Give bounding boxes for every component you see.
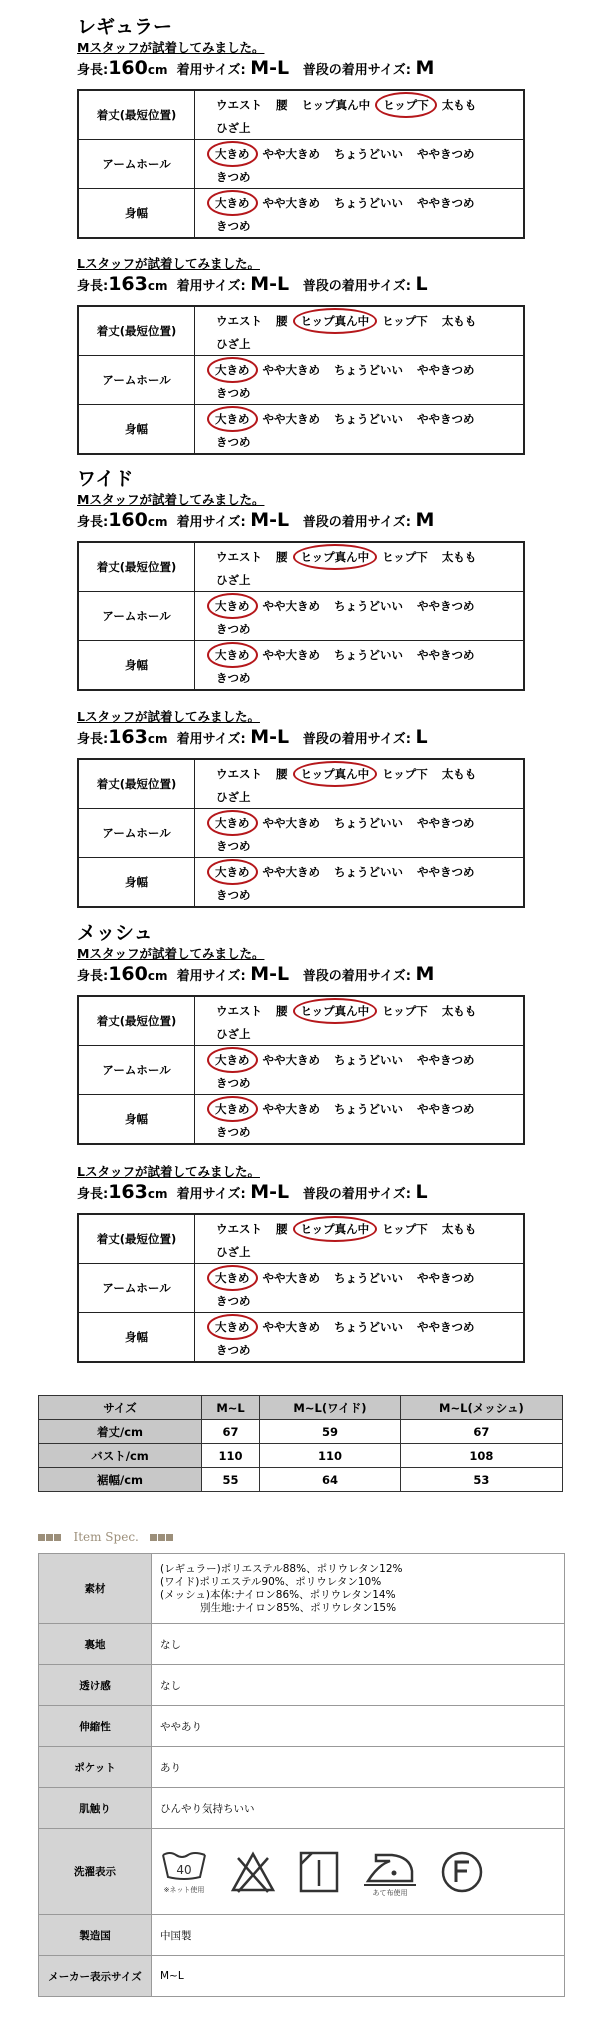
option: きつめ xyxy=(216,170,251,184)
selected-option: 大きめ xyxy=(207,642,258,668)
usual-value: M xyxy=(415,509,435,531)
option: やや大きめ xyxy=(262,1102,320,1116)
table-row xyxy=(39,1444,563,1468)
spec-value: ひんやり気持ちいい xyxy=(152,1788,565,1829)
fit-options xyxy=(195,90,525,140)
table-row xyxy=(78,759,524,809)
option: 腰 xyxy=(276,550,288,564)
fit-row-label: 身幅 xyxy=(78,1095,195,1145)
height-value: 163 xyxy=(108,273,148,295)
wear-value: M-L xyxy=(250,273,290,295)
fit-row-label: 着丈(最短位置) xyxy=(78,90,195,140)
wear-value: M-L xyxy=(250,726,290,748)
unit: cm xyxy=(147,1187,168,1201)
option: きつめ xyxy=(216,671,251,685)
selected-option: 大きめ xyxy=(207,1314,258,1340)
selected-option: 大きめ xyxy=(207,1096,258,1122)
usual-value: L xyxy=(415,273,428,295)
option: 太もも xyxy=(441,1222,477,1236)
fit-options xyxy=(195,1046,525,1095)
fit-table xyxy=(77,541,525,691)
option: やや大きめ xyxy=(262,196,320,210)
option: ちょうどいい xyxy=(334,1320,403,1334)
measurement-line xyxy=(77,273,428,295)
size-cell: 55 xyxy=(202,1468,260,1492)
option: やや大きめ xyxy=(262,816,320,830)
option: ちょうどいい xyxy=(334,147,403,161)
material-line: (メッシュ)本体:ナイロン86%、ポリウレタン14% xyxy=(160,1588,396,1601)
fit-options xyxy=(195,809,525,858)
selected-option: ヒップ真ん中 xyxy=(293,761,378,787)
selected-option: 大きめ xyxy=(207,593,258,619)
option: ひざ上 xyxy=(216,337,251,351)
table-row xyxy=(39,1554,565,1624)
table-row xyxy=(39,1788,565,1829)
spec-value: ややあり xyxy=(152,1706,565,1747)
fit-options xyxy=(195,542,525,592)
option: きつめ xyxy=(216,1125,251,1139)
option: ウエスト xyxy=(216,1004,262,1018)
selected-option: ヒップ真ん中 xyxy=(293,1216,378,1242)
height-value: 160 xyxy=(108,509,148,531)
table-row xyxy=(39,1829,565,1915)
option: ややきつめ xyxy=(417,648,475,662)
spec-key: 裏地 xyxy=(39,1624,152,1665)
material-line: (ワイド)ポリエステル90%、ポリウレタン10% xyxy=(160,1575,382,1588)
option: やや大きめ xyxy=(262,147,320,161)
section-title-wide: ワイド xyxy=(77,468,134,490)
option: ひざ上 xyxy=(216,790,251,804)
option: やや大きめ xyxy=(262,363,320,377)
fit-options xyxy=(195,1313,525,1363)
wear-value: M-L xyxy=(250,963,290,985)
fit-options xyxy=(195,1214,525,1264)
fit-options xyxy=(195,641,525,691)
spec-key: 肌触り xyxy=(39,1788,152,1829)
option: きつめ xyxy=(216,1343,251,1357)
material-line: (レギュラー)ポリエステル88%、ポリウレタン12% xyxy=(160,1562,403,1575)
table-row xyxy=(78,996,524,1046)
fit-options xyxy=(195,1095,525,1145)
option: ウエスト xyxy=(216,98,262,112)
table-row xyxy=(78,90,524,140)
option: ちょうどいい xyxy=(334,1053,403,1067)
selected-option: 大きめ xyxy=(207,190,258,216)
table-row xyxy=(78,592,524,641)
table-row xyxy=(78,140,524,189)
fit-row-label: アームホール xyxy=(78,1264,195,1313)
unit: cm xyxy=(147,515,168,529)
selected-option: ヒップ下 xyxy=(375,92,437,118)
table-row xyxy=(78,1214,524,1264)
material-line: 別生地:ナイロン85%、ポリウレタン15% xyxy=(200,1601,397,1614)
table-row xyxy=(39,1665,565,1706)
option: ヒップ真ん中 xyxy=(301,98,371,112)
selected-option: 大きめ xyxy=(207,1047,258,1073)
fit-row-label: 着丈(最短位置) xyxy=(78,306,195,356)
fit-row-label: 身幅 xyxy=(78,405,195,455)
spec-key: 洗濯表示 xyxy=(39,1829,152,1915)
measurement-line xyxy=(77,509,434,531)
option: ヒップ下 xyxy=(382,767,428,781)
spec-value: 中国製 xyxy=(152,1915,565,1956)
selected-option: ヒップ真ん中 xyxy=(293,998,378,1024)
option: 太もも xyxy=(441,314,477,328)
wear-value: M-L xyxy=(250,509,290,531)
size-row-label: バスト/cm xyxy=(39,1444,202,1468)
table-row xyxy=(78,1313,524,1363)
fit-row-label: アームホール xyxy=(78,140,195,189)
table-row xyxy=(78,1095,524,1145)
option: ヒップ下 xyxy=(382,314,428,328)
wash-temp: 40 xyxy=(176,1862,192,1877)
spec-value: あり xyxy=(152,1747,565,1788)
spec-key: 透け感 xyxy=(39,1665,152,1706)
table-row xyxy=(78,306,524,356)
wear-label: 着用サイズ: xyxy=(176,63,246,78)
height-label: 身長: xyxy=(77,63,109,78)
selected-option: ヒップ真ん中 xyxy=(293,544,378,570)
staff-caption: Mスタッフが試着してみました。 xyxy=(77,40,265,55)
fit-row-label: 身幅 xyxy=(78,1313,195,1363)
no-bleach-icon xyxy=(230,1850,276,1894)
option: 太もも xyxy=(441,1004,477,1018)
fit-options xyxy=(195,405,525,455)
selected-option: 大きめ xyxy=(207,357,258,383)
option: 腰 xyxy=(276,314,288,328)
measurement-line xyxy=(77,963,434,985)
selected-option: ヒップ真ん中 xyxy=(293,308,378,334)
height-value: 163 xyxy=(108,726,148,748)
option: ややきつめ xyxy=(417,865,475,879)
option: ウエスト xyxy=(216,1222,262,1236)
option: やや大きめ xyxy=(262,1271,320,1285)
option: 腰 xyxy=(276,1004,288,1018)
unit: cm xyxy=(147,63,168,77)
option: ややきつめ xyxy=(417,1102,475,1116)
option: やや大きめ xyxy=(262,1053,320,1067)
size-header-cell: M~L(メッシュ) xyxy=(400,1396,562,1420)
option: 腰 xyxy=(276,1222,288,1236)
usual-value: L xyxy=(415,1181,428,1203)
table-row xyxy=(78,542,524,592)
height-value: 160 xyxy=(108,963,148,985)
fit-options xyxy=(195,858,525,908)
height-label: 身長: xyxy=(77,732,109,747)
option: ややきつめ xyxy=(417,1053,475,1067)
option: ややきつめ xyxy=(417,412,475,426)
size-header-cell: M~L(ワイド) xyxy=(260,1396,401,1420)
table-row xyxy=(39,1956,565,1997)
spec-key: 伸縮性 xyxy=(39,1706,152,1747)
fit-options xyxy=(195,306,525,356)
height-label: 身長: xyxy=(77,1187,109,1202)
staff-caption: Lスタッフが試着してみました。 xyxy=(77,256,260,271)
size-cell: 110 xyxy=(260,1444,401,1468)
option: きつめ xyxy=(216,1076,251,1090)
spec-value: なし xyxy=(152,1624,565,1665)
table-row xyxy=(78,1046,524,1095)
usual-label: 普段の着用サイズ: xyxy=(302,63,411,78)
height-label: 身長: xyxy=(77,515,109,530)
table-row xyxy=(78,641,524,691)
option: ひざ上 xyxy=(216,1027,251,1041)
option: やや大きめ xyxy=(262,412,320,426)
size-cell: 53 xyxy=(400,1468,562,1492)
usual-value: M xyxy=(415,963,435,985)
option: ややきつめ xyxy=(417,1320,475,1334)
option: ひざ上 xyxy=(216,573,251,587)
fit-table xyxy=(77,89,525,239)
spec-key: メーカー表示サイズ xyxy=(39,1956,152,1997)
option: ウエスト xyxy=(216,550,262,564)
spec-value: M~L xyxy=(152,1956,565,1997)
option: 腰 xyxy=(276,98,288,112)
item-spec-label: Item Spec. xyxy=(73,1530,139,1544)
fit-options xyxy=(195,140,525,189)
usual-label: 普段の着用サイズ: xyxy=(302,969,411,984)
option: きつめ xyxy=(216,1294,251,1308)
option: ヒップ下 xyxy=(382,1222,428,1236)
size-cell: 67 xyxy=(202,1420,260,1444)
option: ちょうどいい xyxy=(334,363,403,377)
care-symbols xyxy=(152,1829,565,1915)
fit-table xyxy=(77,995,525,1145)
option: ややきつめ xyxy=(417,363,475,377)
wear-label: 着用サイズ: xyxy=(176,732,246,747)
height-value: 160 xyxy=(108,57,148,79)
unit: cm xyxy=(147,969,168,983)
option: やや大きめ xyxy=(262,865,320,879)
option: ウエスト xyxy=(216,314,262,328)
iron-cloth-icon xyxy=(362,1847,418,1897)
option: ひざ上 xyxy=(216,121,251,135)
option: ひざ上 xyxy=(216,1245,251,1259)
iron-note: あて布使用 xyxy=(372,1888,408,1897)
option: ちょうどいい xyxy=(334,599,403,613)
staff-caption: Lスタッフが試着してみました。 xyxy=(77,709,260,724)
wash-40-icon xyxy=(160,1847,208,1897)
option: ヒップ下 xyxy=(382,550,428,564)
option: 太もも xyxy=(441,98,477,112)
fit-table xyxy=(77,305,525,455)
usual-label: 普段の着用サイズ: xyxy=(302,1187,411,1202)
size-table-header xyxy=(39,1396,563,1420)
fit-options xyxy=(195,1264,525,1313)
unit: cm xyxy=(147,732,168,746)
dry-clean-f-icon xyxy=(440,1850,484,1894)
usual-label: 普段の着用サイズ: xyxy=(302,515,411,530)
table-row xyxy=(39,1706,565,1747)
selected-option: 大きめ xyxy=(207,141,258,167)
table-row xyxy=(39,1468,563,1492)
spec-key: 製造国 xyxy=(39,1915,152,1956)
fit-row-label: 着丈(最短位置) xyxy=(78,1214,195,1264)
table-row xyxy=(78,809,524,858)
spec-value: なし xyxy=(152,1665,565,1706)
fit-table xyxy=(77,758,525,908)
option: きつめ xyxy=(216,219,251,233)
usual-label: 普段の着用サイズ: xyxy=(302,279,411,294)
option: ちょうどいい xyxy=(334,196,403,210)
fit-row-label: 身幅 xyxy=(78,641,195,691)
size-cell: 110 xyxy=(202,1444,260,1468)
option: ちょうどいい xyxy=(334,648,403,662)
size-header-cell: サイズ xyxy=(39,1396,202,1420)
staff-caption: Mスタッフが試着してみました。 xyxy=(77,492,265,507)
fit-row-label: 着丈(最短位置) xyxy=(78,996,195,1046)
option: ややきつめ xyxy=(417,147,475,161)
wear-label: 着用サイズ: xyxy=(176,515,246,530)
staff-caption: Mスタッフが試着してみました。 xyxy=(77,946,265,961)
net-note: ※ネット使用 xyxy=(163,1885,205,1894)
item-spec-title xyxy=(38,1530,174,1544)
option: やや大きめ xyxy=(262,1320,320,1334)
option: きつめ xyxy=(216,435,251,449)
measurement-line xyxy=(77,726,428,748)
table-row xyxy=(39,1915,565,1956)
unit: cm xyxy=(147,279,168,293)
option: きつめ xyxy=(216,839,251,853)
fit-row-label: 着丈(最短位置) xyxy=(78,759,195,809)
option: ややきつめ xyxy=(417,816,475,830)
height-value: 163 xyxy=(108,1181,148,1203)
size-cell: 59 xyxy=(260,1420,401,1444)
item-spec-table xyxy=(38,1553,565,1997)
fit-row-label: アームホール xyxy=(78,1046,195,1095)
wear-value: M-L xyxy=(250,1181,290,1203)
option: 腰 xyxy=(276,767,288,781)
fit-options xyxy=(195,759,525,809)
height-label: 身長: xyxy=(77,279,109,294)
height-label: 身長: xyxy=(77,969,109,984)
table-row xyxy=(39,1747,565,1788)
wear-value: M-L xyxy=(250,57,290,79)
measurement-line xyxy=(77,57,434,79)
fit-row-label: アームホール xyxy=(78,356,195,405)
selected-option: 大きめ xyxy=(207,859,258,885)
size-cell: 108 xyxy=(400,1444,562,1468)
fit-row-label: 身幅 xyxy=(78,858,195,908)
option: ちょうどいい xyxy=(334,1271,403,1285)
table-row xyxy=(78,1264,524,1313)
section-title-mesh: メッシュ xyxy=(77,922,153,944)
staff-caption: Lスタッフが試着してみました。 xyxy=(77,1164,260,1179)
size-row-label: 裾幅/cm xyxy=(39,1468,202,1492)
option: 太もも xyxy=(441,550,477,564)
option: やや大きめ xyxy=(262,599,320,613)
fit-row-label: 着丈(最短位置) xyxy=(78,542,195,592)
option: きつめ xyxy=(216,386,251,400)
option: ややきつめ xyxy=(417,1271,475,1285)
table-row xyxy=(78,405,524,455)
size-cell: 64 xyxy=(260,1468,401,1492)
table-row xyxy=(78,189,524,239)
size-row-label: 着丈/cm xyxy=(39,1420,202,1444)
selected-option: 大きめ xyxy=(207,406,258,432)
wear-label: 着用サイズ: xyxy=(176,1187,246,1202)
fit-row-label: アームホール xyxy=(78,809,195,858)
measurement-line xyxy=(77,1181,428,1203)
spec-material xyxy=(152,1554,565,1624)
option: ヒップ下 xyxy=(382,1004,428,1018)
fit-options xyxy=(195,592,525,641)
fit-row-label: アームホール xyxy=(78,592,195,641)
table-row xyxy=(78,858,524,908)
fit-options xyxy=(195,996,525,1046)
hang-dry-shade-icon xyxy=(298,1850,340,1894)
section-title-regular: レギュラー xyxy=(77,16,173,38)
option: ややきつめ xyxy=(417,599,475,613)
selected-option: 大きめ xyxy=(207,810,258,836)
option: ちょうどいい xyxy=(334,865,403,879)
usual-value: L xyxy=(415,726,428,748)
size-table xyxy=(38,1395,563,1492)
option: やや大きめ xyxy=(262,648,320,662)
selected-option: 大きめ xyxy=(207,1265,258,1291)
option: ややきつめ xyxy=(417,196,475,210)
option: ウエスト xyxy=(216,767,262,781)
size-cell: 67 xyxy=(400,1420,562,1444)
fit-row-label: 身幅 xyxy=(78,189,195,239)
option: 太もも xyxy=(441,767,477,781)
wear-label: 着用サイズ: xyxy=(176,969,246,984)
table-row xyxy=(78,356,524,405)
option: きつめ xyxy=(216,888,251,902)
usual-value: M xyxy=(415,57,435,79)
wear-label: 着用サイズ: xyxy=(176,279,246,294)
fit-table xyxy=(77,1213,525,1363)
size-header-cell: M~L xyxy=(202,1396,260,1420)
option: ちょうどいい xyxy=(334,816,403,830)
option: ちょうどいい xyxy=(334,412,403,426)
option: きつめ xyxy=(216,622,251,636)
spec-key: ポケット xyxy=(39,1747,152,1788)
spec-key: 素材 xyxy=(39,1554,152,1624)
table-row xyxy=(39,1624,565,1665)
fit-options xyxy=(195,356,525,405)
fit-options xyxy=(195,189,525,239)
table-row xyxy=(39,1420,563,1444)
option: ちょうどいい xyxy=(334,1102,403,1116)
usual-label: 普段の着用サイズ: xyxy=(302,732,411,747)
